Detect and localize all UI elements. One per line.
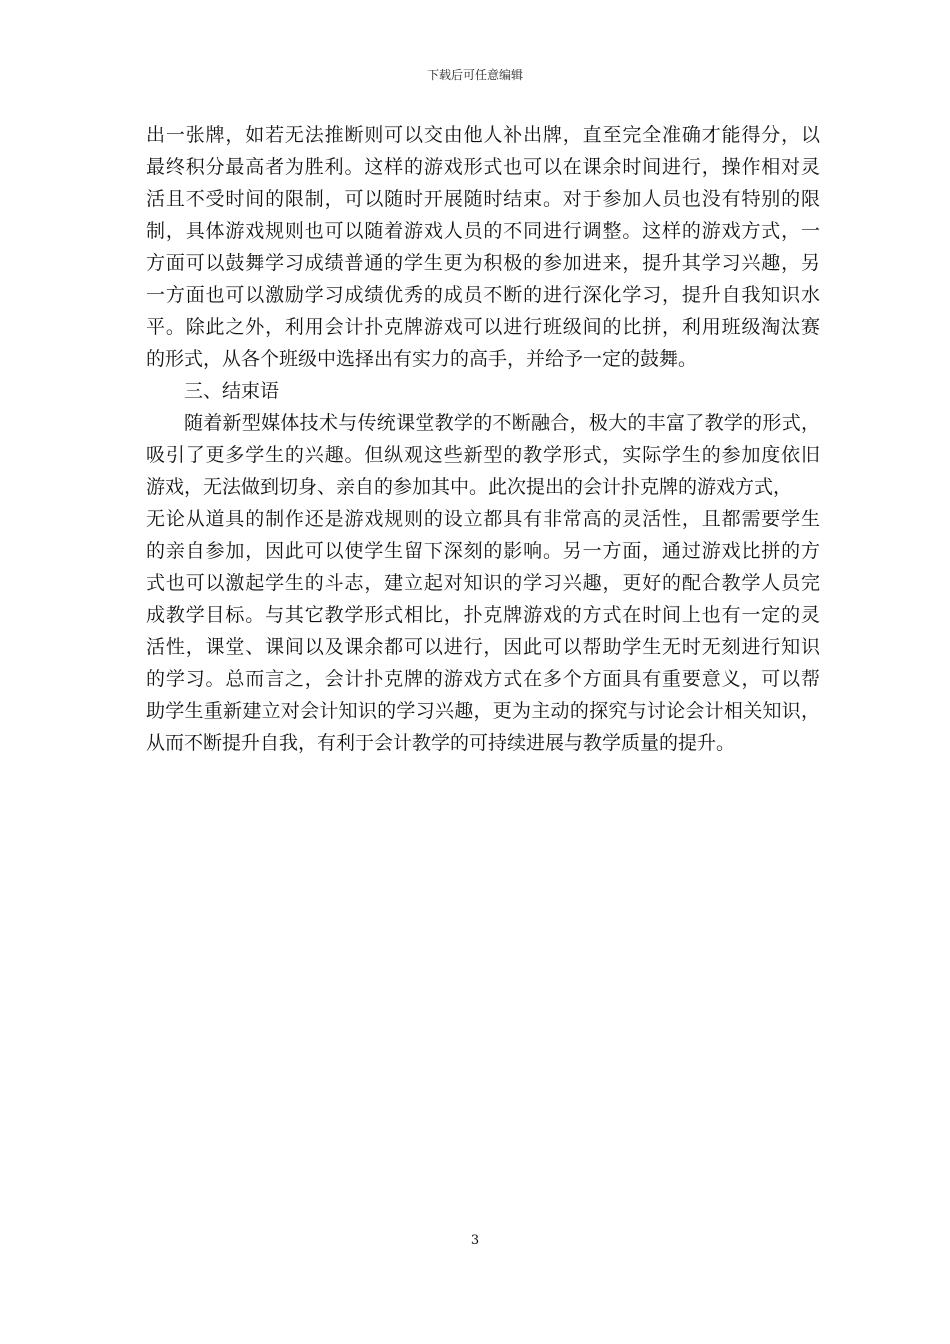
page-number: 3 xyxy=(470,1233,480,1248)
text-line: 从而不断提升自我，有利于会计教学的可持续进展与教学质量的提升。 xyxy=(146,732,736,754)
text-line: 活且不受时间的限制，可以随时开展随时结束。对于参加人员也没有特别的限 xyxy=(146,188,820,210)
text-line: 活性，课堂、课间以及课余都可以进行，因此可以帮助学生无时无刻进行知识 xyxy=(146,636,820,658)
text-line: 随着新型媒体技术与传统课堂教学的不断融合，极大的丰富了教学的形式， xyxy=(184,412,820,434)
section-heading: 三、结束语 xyxy=(184,380,280,402)
text-line: 方面可以鼓舞学习成绩普通的学生更为积极的参加进来，提升其学习兴趣，另 xyxy=(146,252,820,274)
text-line: 的学习。总而言之，会计扑克牌的游戏方式在多个方面具有重要意义，可以帮 xyxy=(146,668,820,690)
text-line: 一方面也可以激励学习成绩优秀的成员不断的进行深化学习，提升自我知识水 xyxy=(146,284,820,306)
text-line: 制，具体游戏规则也可以随着游戏人员的不同进行调整。这样的游戏方式，一 xyxy=(146,220,820,242)
text-line: 成教学目标。与其它教学形式相比，扑克牌游戏的方式在时间上也有一定的灵 xyxy=(146,604,820,626)
text-line: 的亲自参加，因此可以使学生留下深刻的影响。另一方面，通过游戏比拼的方 xyxy=(146,540,820,562)
text-line: 吸引了更多学生的兴趣。但纵观这些新型的教学形式，实际学生的参加度依旧 xyxy=(146,444,820,466)
text-line: 平。除此之外，利用会计扑克牌游戏可以进行班级间的比拼，利用班级淘汰赛 xyxy=(146,316,820,338)
body-text xyxy=(146,119,820,759)
text-line: 的形式，从各个班级中选择出有实力的高手，并给予一定的鼓舞。 xyxy=(146,348,698,370)
page-header: 下载后可任意编辑 xyxy=(426,68,523,82)
text-line: 最终积分最高者为胜利。这样的游戏形式也可以在课余时间进行，操作相对灵 xyxy=(146,156,820,178)
text-line: 助学生重新建立对会计知识的学习兴趣，更为主动的探究与讨论会计相关知识， xyxy=(146,700,820,722)
text-line: 无论从道具的制作还是游戏规则的设立都具有非常高的灵活性，且都需要学生 xyxy=(146,508,820,530)
text-line: 出一张牌，如若无法推断则可以交由他人补出牌，直至完全准确才能得分，以 xyxy=(146,124,820,146)
text-line: 游戏，无法做到切身、亲自的参加其中。此次提出的会计扑克牌的游戏方式， xyxy=(146,476,793,498)
text-line: 式也可以激起学生的斗志，建立起对知识的学习兴趣，更好的配合教学人员完 xyxy=(146,572,820,594)
